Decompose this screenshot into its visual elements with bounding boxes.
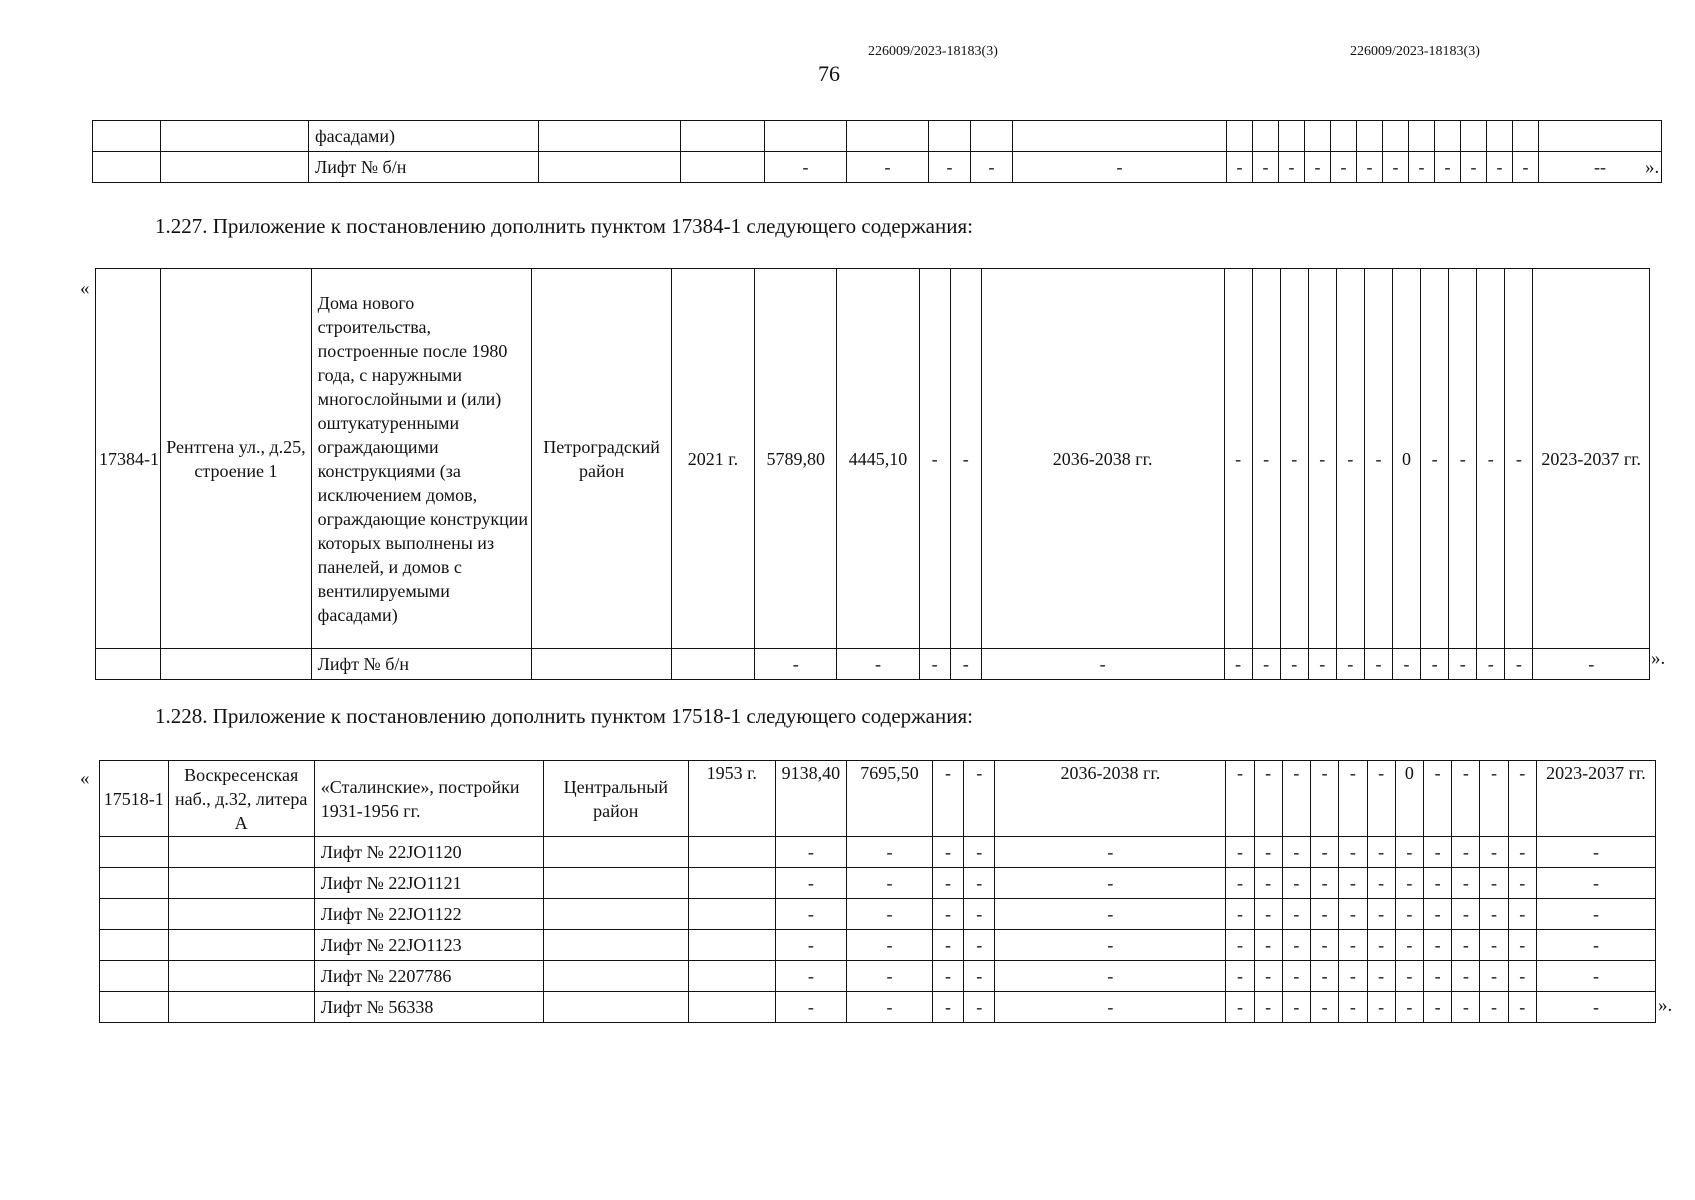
table-cell: - [995,992,1226,1023]
table-cell: - [1336,649,1364,680]
table-cell: 17384-1 [96,269,161,649]
paragraph-1-228: 1.228. Приложение к постановлению дополнить пунктом 17518-1 следующего содержания: [155,704,973,728]
table-cell: - [1536,868,1655,899]
table-row [96,269,1650,649]
table-cell: - [932,961,963,992]
table-cell [688,899,775,930]
table-cell: - [1227,152,1253,183]
table-cell: - [1282,930,1310,961]
table-cell: - [1336,269,1364,649]
table-cell: - [1254,837,1282,868]
table-cell: Лифт № 22JO1120 [314,837,543,868]
table-cell: - [1480,930,1508,961]
table-cell [1539,121,1662,152]
table-cell: - [1393,649,1421,680]
table-row [96,649,1650,680]
table-cell: - [1367,961,1395,992]
table-cell: - [1452,992,1480,1023]
table-cell: - [1252,649,1280,680]
table-cell: Лифт № б/н [309,152,539,183]
table-cell: - [1452,761,1480,837]
table-cell [688,868,775,899]
table-cell [161,649,311,680]
table-cell [1227,121,1253,152]
table-cell: - [1452,930,1480,961]
table-cell: - [964,868,995,899]
table-cell: - [1487,152,1513,183]
table-cell: - [1536,961,1655,992]
table-cell: - [765,152,847,183]
table-cell [1487,121,1513,152]
table-cell: - [1311,899,1339,930]
table-cell: - [1279,152,1305,183]
table-cell: - [1508,837,1536,868]
table-cell [543,961,688,992]
table-cell: Центральный район [543,761,688,837]
table-cell: - [964,899,995,930]
closing-quote: ». [1658,995,1673,1016]
table-cell: - [964,837,995,868]
table-cell [93,152,161,183]
table-cell: - [1253,152,1279,183]
table-cell: - [1423,930,1451,961]
table-cell [168,930,314,961]
table-cell: - [932,837,963,868]
table-cell [100,837,169,868]
table-cell: - [1311,868,1339,899]
table-cell: - [1308,269,1336,649]
table-cell: - [932,761,963,837]
table-cell: - [1226,868,1254,899]
table-cell: - [1252,269,1280,649]
table-cell: - [1311,837,1339,868]
opening-quote: « [80,768,90,789]
table-cell [1305,121,1331,152]
table-cell [168,961,314,992]
table-cell: - [932,899,963,930]
table-cell [532,649,671,680]
table-cell: - [775,961,847,992]
table-cell: - [1254,899,1282,930]
table-cell: - [1395,992,1423,1023]
table-cell: фасадами) [309,121,539,152]
table-cell: 4445,10 [837,269,919,649]
table-cell: - [1226,992,1254,1023]
table-cell: 2036-2038 гг. [981,269,1224,649]
table-cell: - [1461,152,1487,183]
table-cell: - [1331,152,1357,183]
table-cell: - [995,868,1226,899]
table-cell: - [1226,761,1254,837]
table-cell: - [1364,649,1392,680]
table-cell [765,121,847,152]
table-cell: - [1367,868,1395,899]
table-cell [543,930,688,961]
table-cell: Лифт № 22JO1121 [314,868,543,899]
table-cell: - [995,930,1226,961]
table-cell: - [847,837,933,868]
table-cell: - [1280,269,1308,649]
table-cell: - [964,761,995,837]
table-cell [1409,121,1435,152]
table-cell [100,868,169,899]
table-cell: 2023-2037 гг. [1536,761,1655,837]
table-cell: - [1339,899,1367,930]
table-cell: - [1367,992,1395,1023]
opening-quote: « [80,278,90,299]
table-cell: 9138,40 [775,761,847,837]
table-row [100,837,1656,868]
table-cell: - [1254,930,1282,961]
table-cell: 1953 г. [688,761,775,837]
table-cell: - [1367,837,1395,868]
table-cell [929,121,971,152]
table-cell: - [1477,269,1505,649]
table-cell [100,961,169,992]
table-cell: - [919,649,950,680]
table-cell: - [1383,152,1409,183]
table-cell: Лифт № б/н [311,649,532,680]
table-cell [1383,121,1409,152]
table-cell: - [1311,961,1339,992]
table-cell: - [1254,761,1282,837]
table-cell: - [1409,152,1435,183]
table-cell: - [1508,930,1536,961]
table-cell: «Сталинские», постройки 1931-1956 гг. [314,761,543,837]
table-cell: - [932,868,963,899]
table-cell: - [1364,269,1392,649]
table-cell: - [1423,868,1451,899]
table-cell [688,961,775,992]
table-cell: - [1480,961,1508,992]
table-cell [168,992,314,1023]
table-cell: - [1013,152,1227,183]
table-cell: - [964,961,995,992]
table-cell: - [1395,837,1423,868]
table-row [100,899,1656,930]
table-cell: - [1282,868,1310,899]
table-cell: - [775,930,847,961]
table-cell: - [1536,899,1655,930]
table-cell: - [995,961,1226,992]
table-cell: - [1339,992,1367,1023]
table-cell: - [1536,930,1655,961]
table-cell: - [1311,761,1339,837]
table-row [100,961,1656,992]
table-cell: - [1226,930,1254,961]
table-cell: - [1395,868,1423,899]
table-cell [1253,121,1279,152]
table-cell [543,868,688,899]
closing-quote: ». [1645,157,1660,178]
table-cell: - [971,152,1013,183]
table-17384-1 [95,268,1650,680]
table-cell [971,121,1013,152]
table-cell: - [1254,992,1282,1023]
table-cell: - [964,930,995,961]
table-cell: - [1423,837,1451,868]
table-cell: - [847,961,933,992]
table-cell: - [1308,649,1336,680]
table-row [93,121,1662,152]
table-cell: - [1282,961,1310,992]
table-cell: - [1449,269,1477,649]
table-cell: - [919,269,950,649]
table-cell: - [1508,868,1536,899]
table-cell: - [1339,961,1367,992]
table-cell: - [1452,961,1480,992]
table-cell: - [1536,992,1655,1023]
table-cell: - [1480,761,1508,837]
paragraph-1-227: 1.227. Приложение к постановлению дополнить пунктом 17384-1 следующего содержания: [155,214,973,238]
table-cell [539,121,681,152]
table-cell: - [1480,868,1508,899]
page-number: 76 [818,61,840,86]
table-cell: - [775,868,847,899]
table-cell [1513,121,1539,152]
table-cell: - [932,930,963,961]
table-cell: - [847,899,933,930]
table-cell: Петроградский район [532,269,671,649]
table-cell: - [1452,868,1480,899]
table-cell: - [1505,649,1533,680]
table-cell: - [837,649,919,680]
table-cell: - [995,899,1226,930]
table-row [100,930,1656,961]
table-cell: - [1367,930,1395,961]
table-cell: - [1339,761,1367,837]
table-cell [671,649,754,680]
table-cell: - [1480,899,1508,930]
table-cell [96,649,161,680]
table-cell: - [1339,837,1367,868]
table-cell: - [1226,899,1254,930]
table-cell: - [775,899,847,930]
table-cell: - [1357,152,1383,183]
table-cell: - [1339,930,1367,961]
table-cell: Лифт № 22JO1123 [314,930,543,961]
table-cell [1013,121,1227,152]
table-cell: - [1508,899,1536,930]
table-cell: - [1280,649,1308,680]
table-cell: - [1449,649,1477,680]
table-cell [1435,121,1461,152]
table-cell: 7695,50 [847,761,933,837]
table-cell: - [981,649,1224,680]
table-cell: - [1282,761,1310,837]
table-cell: - [1513,152,1539,183]
table-cell: - [1226,837,1254,868]
table-cell: 2021 г. [671,269,754,649]
closing-quote: ». [1651,648,1666,669]
table-cell: - [1508,992,1536,1023]
table-cell: - [1536,837,1655,868]
table-cell: Воскресенская наб., д.32, литера А [168,761,314,837]
table-cell [168,868,314,899]
table-cell [543,992,688,1023]
table-cell: - [1254,961,1282,992]
table-cell [161,121,309,152]
table-cell: - [1224,269,1252,649]
table-cell [1331,121,1357,152]
table-cell: - [1505,269,1533,649]
table-cell [847,121,929,152]
document-reference-right: 226009/2023-18183(3) [1350,44,1480,59]
table-cell: - [847,152,929,183]
table-cell: - [1311,930,1339,961]
table-cell: - [1339,868,1367,899]
table-cell: - [1452,837,1480,868]
table-cell [100,992,169,1023]
table-cell: - [1477,649,1505,680]
table-continuation [92,120,1662,183]
table-cell: 2023-2037 гг. [1533,269,1650,649]
table-cell: 17518-1 [100,761,169,837]
table-cell [1461,121,1487,152]
table-cell [688,930,775,961]
table-cell [168,899,314,930]
table-cell: - [847,930,933,961]
table-cell: Лифт № 22JO1122 [314,899,543,930]
table-cell [1357,121,1383,152]
table-cell: - [932,992,963,1023]
table-cell: - [1533,649,1650,680]
table-cell: 0 [1395,761,1423,837]
table-cell [681,121,765,152]
table-cell: - [1508,961,1536,992]
table-cell: - [847,868,933,899]
table-cell: - [1480,837,1508,868]
table-cell: - [929,152,971,183]
table-cell: - [1367,899,1395,930]
table-17518-1 [99,760,1656,1023]
table-cell: - [1395,961,1423,992]
table-cell [1279,121,1305,152]
table-cell: - [847,992,933,1023]
table-cell: - [1224,649,1252,680]
table-cell: - [1435,152,1461,183]
table-cell: - [755,649,837,680]
table-cell [93,121,161,152]
table-row [100,868,1656,899]
table-row [100,761,1656,837]
table-cell: - [1480,992,1508,1023]
table-cell [168,837,314,868]
table-cell: - [1421,649,1449,680]
table-cell: - [1423,761,1451,837]
table-cell: 5789,80 [755,269,837,649]
table-cell [688,837,775,868]
table-cell: Лифт № 2207786 [314,961,543,992]
table-cell: - [1282,837,1310,868]
table-cell: Лифт № 56338 [314,992,543,1023]
table-cell: - [1226,961,1254,992]
table-cell [681,152,765,183]
table-cell: - [1423,899,1451,930]
document-reference-center: 226009/2023-18183(3) [868,44,998,59]
table-cell: - [1395,930,1423,961]
table-cell: - [950,649,981,680]
table-cell: - [1254,868,1282,899]
table-cell: - [1367,761,1395,837]
table-cell [100,930,169,961]
table-cell: - [964,992,995,1023]
table-cell: - [1395,899,1423,930]
table-cell [539,152,681,183]
table-cell [543,837,688,868]
table-cell: Дома нового строительства, построенные после 1980 года, с наружными многослойными и (или) оштукатуренными ограждающими конструкциями (за исключением домов, ограждающие конструкции которых выполнены из панелей, и домов с вентилируемыми фасадами) [311,269,532,649]
table-cell [688,992,775,1023]
table-cell: - [1311,992,1339,1023]
table-cell: 2036-2038 гг. [995,761,1226,837]
table-cell [543,899,688,930]
table-cell: - [1452,899,1480,930]
table-cell: - [1421,269,1449,649]
table-cell [161,152,309,183]
table-row [100,992,1656,1023]
table-cell: -- [1539,152,1662,183]
table-cell: - [1305,152,1331,183]
table-cell [100,899,169,930]
table-cell: - [1282,992,1310,1023]
table-cell: - [775,992,847,1023]
table-cell: - [950,269,981,649]
table-row [93,152,1662,183]
table-cell: - [1508,761,1536,837]
table-cell: 0 [1393,269,1421,649]
table-cell: - [775,837,847,868]
table-cell: - [1423,992,1451,1023]
table-cell: - [1282,899,1310,930]
table-cell: - [1423,961,1451,992]
table-cell: - [995,837,1226,868]
table-cell: Рентгена ул., д.25, строение 1 [161,269,311,649]
